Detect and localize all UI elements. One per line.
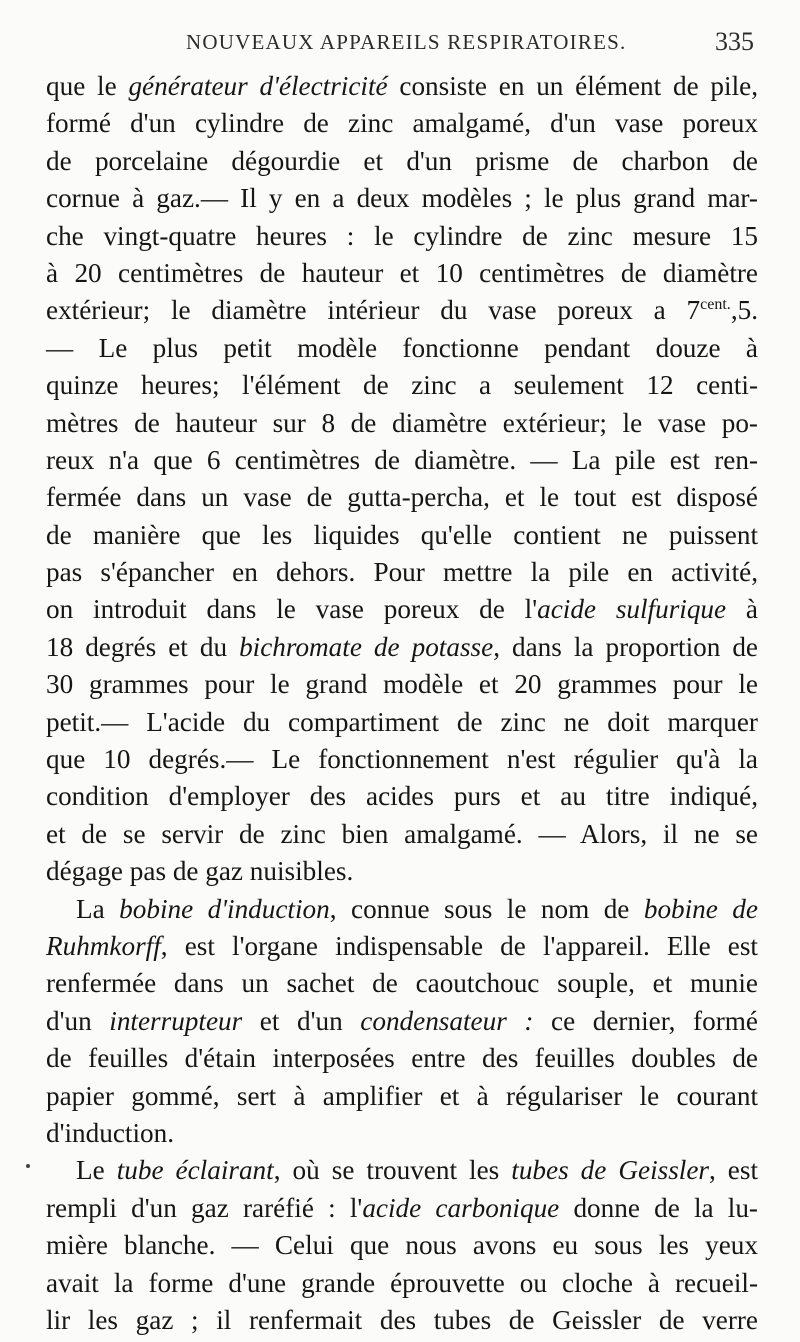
text-line: che vingt-quatre heures : le cylindre de zinc mesure 15	[46, 220, 758, 251]
text-span: 18 degrés et du	[46, 631, 240, 662]
text-span: on introduit dans le vase poreux de l'	[46, 594, 538, 625]
italic-term: bobine d'induction	[119, 893, 330, 924]
text-span: et d'un	[242, 1005, 361, 1036]
text-span: Le	[76, 1155, 117, 1186]
text-line: pas s'épancher en dehors. Pour mettre la pile en activité,	[46, 557, 758, 588]
text-line: fermée dans un vase de gutta-percha, et le tout est disposé	[46, 482, 758, 513]
text-span: ,5.	[730, 295, 758, 326]
italic-term: tube éclairant	[116, 1155, 274, 1186]
text-line: dégage pas de gaz nuisibles.	[46, 856, 354, 887]
ink-spot	[26, 1164, 30, 1168]
italic-term: générateur d'électricité	[128, 71, 388, 101]
text-span: donne de la lu-	[559, 1192, 758, 1223]
text-line: de feuilles d'étain interposées entre des feuilles doubles de	[46, 1043, 758, 1074]
text-span: , est	[708, 1155, 759, 1186]
text-line	[46, 68, 758, 105]
text-line: avait la forme d'une grande éprouvette ou cloche à recueil-	[46, 1267, 758, 1298]
text-line: quinze heures; l'élément de zinc a seulement 12 centi-	[46, 370, 758, 401]
text-line: papier gommé, sert à amplifier et à régulariser le courant	[46, 1080, 758, 1111]
text-line: formé d'un cylindre de zinc amalgamé, d'un vase poreux	[46, 108, 758, 139]
text-line: de manière que les liquides qu'elle contient ne puissent	[46, 519, 758, 550]
italic-term: bichromate de potasse	[239, 631, 494, 662]
text-span: que le	[46, 71, 129, 101]
text-line: condition d'employer des acides purs et au titre indiqué,	[46, 781, 758, 812]
text-line: 30 grammes pour le grand modèle et 20 grammes pour le	[46, 669, 758, 700]
text-span: d'un	[46, 1005, 110, 1036]
text-line	[46, 1003, 758, 1040]
italic-term: interrupteur	[109, 1005, 243, 1036]
text-line: cornue à gaz.— Il y en a deux modèles ; le plus grand mar-	[46, 183, 758, 214]
text-span: consiste en un élément de pile,	[387, 71, 758, 101]
text-span: , dans la proportion de	[493, 631, 758, 662]
running-header: NOUVEAUX APPAREILS RESPIRATOIRES.	[186, 30, 627, 54]
text-span: , où se trouvent les	[273, 1155, 512, 1186]
text-line: que 10 degrés.— Le fonctionnement n'est régulier qu'à la	[46, 744, 758, 775]
text-line	[46, 928, 758, 965]
text-line	[46, 891, 758, 928]
text-line: de porcelaine dégourdie et d'un prisme de charbon de	[46, 145, 758, 176]
text-line	[46, 629, 758, 666]
text-line: mière blanche. — Celui que nous avons eu sous les yeux	[46, 1230, 758, 1261]
italic-term: acide sulfurique	[537, 594, 727, 625]
text-span: La	[76, 893, 120, 924]
italic-term: tubes de Geissler	[511, 1155, 709, 1186]
italic-term: condensateur :	[360, 1005, 534, 1036]
superscript: cent.	[700, 296, 731, 314]
text-span: ce dernier, formé	[533, 1005, 758, 1036]
text-line: — Le plus petit modèle fonctionne pendant douze à	[46, 332, 758, 363]
text-span: rempli d'un gaz raréfié : l'	[46, 1192, 363, 1223]
text-line	[46, 292, 758, 329]
text-line: et de se servir de zinc bien amalgamé. — Alors, il ne se	[46, 818, 758, 849]
italic-term: bobine de	[643, 893, 758, 924]
text-span: , connue sous le nom de	[329, 893, 644, 924]
text-line: reux n'a que 6 centimètres de diamètre. — La pile est ren-	[46, 444, 758, 475]
page-number: 335	[715, 27, 754, 56]
text-line	[46, 1152, 758, 1189]
text-line: d'induction.	[46, 1117, 174, 1148]
text-line	[46, 591, 758, 628]
body-text	[46, 68, 758, 1339]
italic-term: acide carbonique	[362, 1192, 560, 1223]
text-span: , est l'organe indispensable de l'appareil. Elle est	[160, 930, 758, 961]
italic-term: Ruhmkorff	[46, 930, 161, 961]
text-line: à 20 centimètres de hauteur et 10 centimètres de diamètre	[46, 257, 758, 288]
text-span: extérieur; le diamètre intérieur du vase poreux a 7	[46, 295, 701, 326]
text-span: à	[726, 594, 759, 625]
text-line: renfermée dans un sachet de caoutchouc souple, et munie	[46, 968, 758, 999]
text-line: petit.— L'acide du compartiment de zinc ne doit marquer	[46, 706, 758, 737]
text-line: lir les gaz ; il renfermait des tubes de Geissler de verre	[46, 1304, 758, 1335]
text-line	[46, 1190, 758, 1227]
text-line: mètres de hauteur sur 8 de diamètre extérieur; le vase po-	[46, 407, 758, 438]
